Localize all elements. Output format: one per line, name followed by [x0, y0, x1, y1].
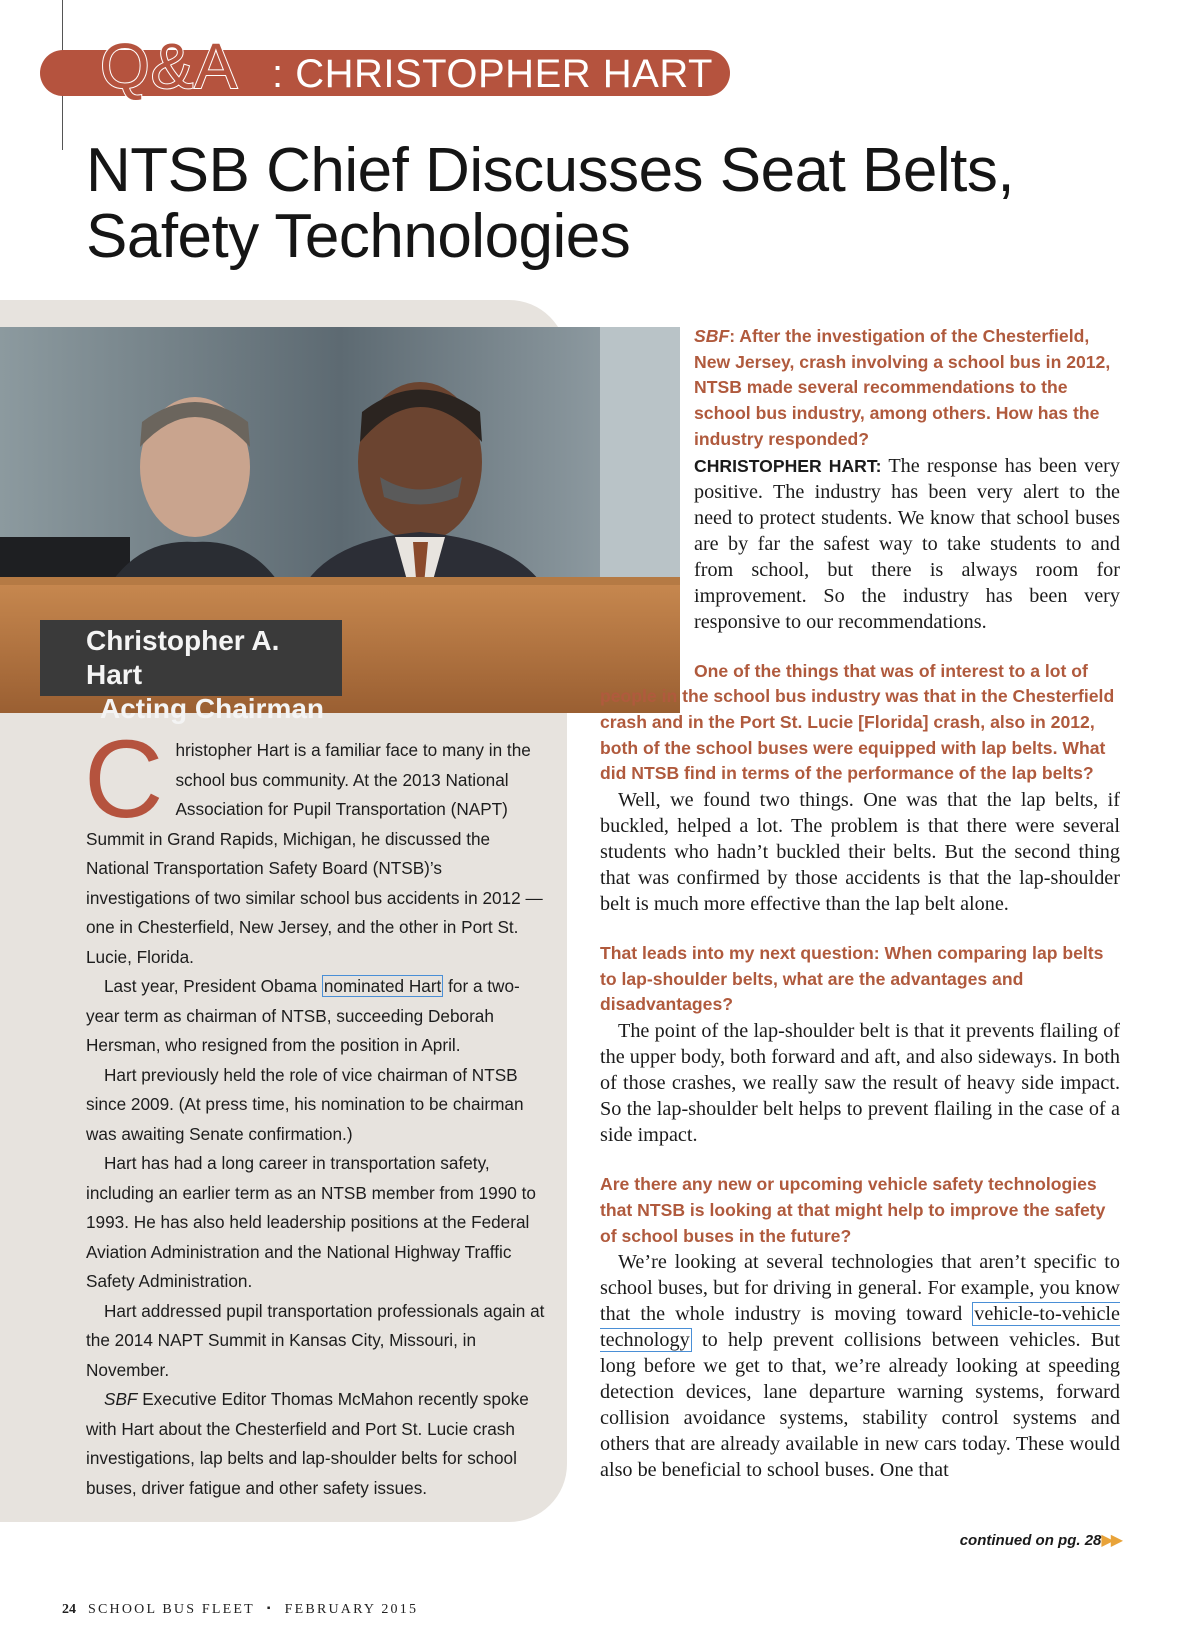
question-3: That leads into my next question: When comparing lap belts to lap-shoulder belts, what are the advantages and disadvantages?	[600, 943, 1104, 1015]
intro-paragraph-5: Hart addressed pupil transportation professionals again at the 2014 NAPT Summit in Kansas City, Missouri, in November.	[86, 1300, 545, 1380]
issue-date: FEBRUARY 2015	[284, 1602, 419, 1617]
interview-subject: : CHRISTOPHER HART	[272, 52, 713, 96]
answer-1: CHRISTOPHER HART: The response has been very positive. The industry has been very alert to the need to protect students. We know that school buses are by far the safest way to take students to and from school, but there is always room for improvement. So the industry has been very responsive to our recommendations.	[694, 454, 1120, 633]
footer-separator: ▪	[266, 1603, 273, 1614]
page-number: 24	[62, 1602, 76, 1617]
intro-paragraph-1: Christopher Hart is a familiar face to many in the school bus community. At the 2013 National Association for Pupil Transportation (NAPT) Summit in Grand Rapids, Michigan, he discussed the National Transportation Safety Board (NTSB)’s investigations of two similar school bus accidents in 2012 — one in Chesterfield, New Jersey, and the other in Port St. Lucie, Florida.	[84, 718, 543, 967]
interview-column	[600, 324, 1120, 1483]
nameplate	[40, 620, 342, 724]
question-4: Are there any new or upcoming vehicle safety technologies that NTSB is looking at that might help to improve the safety of school buses in the future?	[600, 1174, 1106, 1246]
answer-3: The point of the lap-shoulder belt is that it prevents flailing of the upper body, both forward and aft, and also sideways. In both of those crashes, we really saw the result of heavy side impact. So the lap-shoulder belt helps to prevent flailing in the case of a side impact.	[600, 1020, 1120, 1147]
vehicle-to-vehicle-link[interactable]: vehicle-to-vehicle technology	[600, 1303, 1120, 1352]
magazine-name: SCHOOL BUS FLEET	[88, 1602, 255, 1617]
continued-note[interactable]: continued on pg. 28▶▶	[959, 1532, 1120, 1549]
question-1: SBF: After the investigation of the Chesterfield, New Jersey, crash involving a school bus in 2012, NTSB made several recommendations to the school bus industry, among others. How has the industry responded?	[694, 326, 1111, 449]
intro-text	[84, 718, 546, 1503]
qa-label: Q&A	[100, 30, 239, 102]
headline: NTSB Chief Discusses Seat Belts, Safety Technologies	[86, 136, 1015, 271]
drop-cap: C	[84, 718, 164, 841]
answer-2: Well, we found two things. One was that the lap belts, if buckled, helped a lot. The problem is that there were several students who hadn’t buckled their belts. But the second thing that was confirmed by those accidents is that the lap-shoulder belt is much more effective than the lap belt alone.	[600, 789, 1120, 916]
page-footer	[62, 1602, 418, 1618]
nameplate-title: Acting Chairman	[100, 693, 325, 724]
intro-paragraph-4: Hart has had a long career in transportation safety, including an earlier term as an NTSB member from 1990 to 1993. He has also held leadership positions at the Federal Aviation Administration and the National Highway Traffic Safety Administration.	[86, 1153, 536, 1291]
nominated-hart-link[interactable]: nominated Hart	[323, 976, 442, 996]
speaker-label: CHRISTOPHER HART:	[694, 455, 882, 476]
intro-paragraph-2: Last year, President Obama nominated Hart for a two-year term as chairman of NTSB, succeeding Deborah Hersman, who resigned from the position in April.	[86, 976, 520, 1055]
nameplate-name: Christopher A. Hart	[86, 625, 280, 690]
answer-4: We’re looking at several technologies that aren’t specific to school buses, but for driving in general. For example, you know that the whole industry is moving toward vehicle-to-vehicle technology to help prevent collisions between vehicles. But long before we get to that, we’re already looking at speeding detection devices, lane departure warning systems, forward collision avoidance systems, stability control systems and others that are already available in new cars today. These would also be beneficial to school buses. One that	[600, 1251, 1120, 1482]
intro-paragraph-6: SBF Executive Editor Thomas McMahon recently spoke with Hart about the Chesterfield and Port St. Lucie crash investigations, lap belts and lap-shoulder belts for school buses, driver fatigue and other safety issues.	[86, 1389, 529, 1498]
intro-paragraph-3: Hart previously held the role of vice chairman of NTSB since 2009. (At press time, his nomination to be chairman was awaiting Senate confirmation.)	[86, 1064, 524, 1144]
question-2: One of the things that was of interest to a lot of people in the school bus industry was that in the Chesterfield crash and in the Port St. Lucie [Florida] crash, also in 2012, both of the school buses were equipped with lap belts. What did NTSB find in terms of the performance of the lap belts?	[600, 660, 1115, 784]
double-arrow-icon: ▶▶	[1101, 1532, 1120, 1549]
